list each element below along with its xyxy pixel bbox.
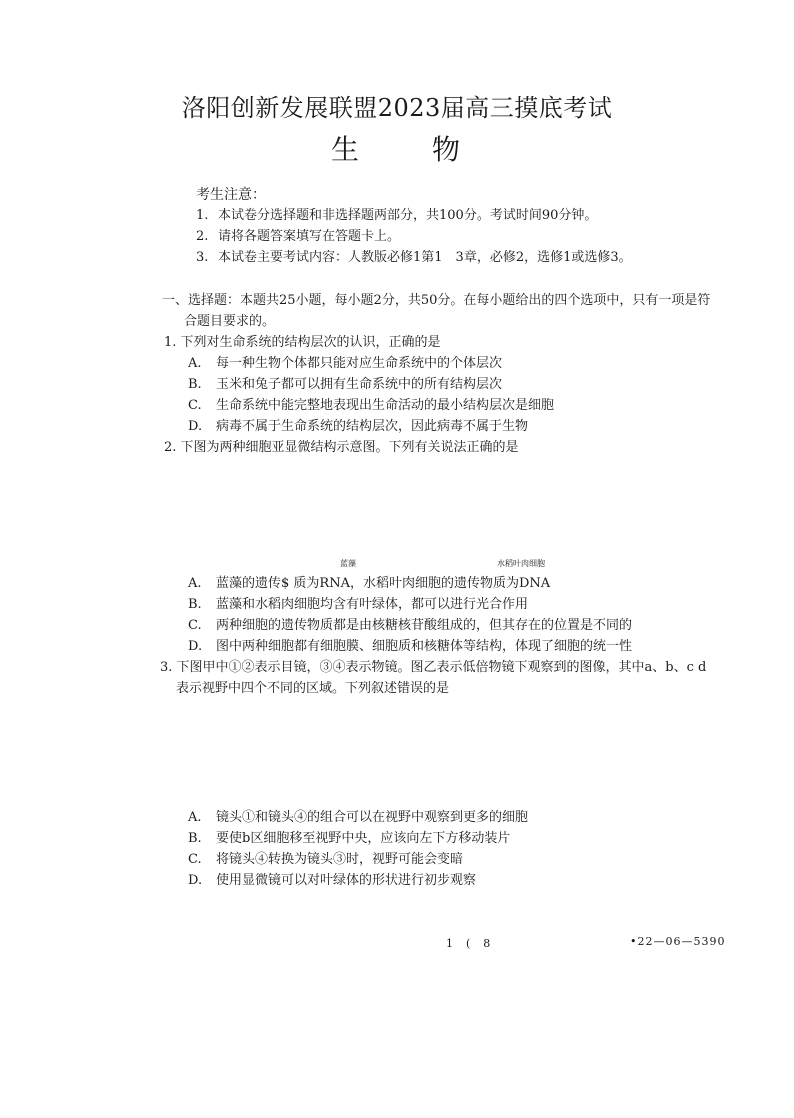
q2-option-d: D. 图中两种细胞都有细胞膜、细胞质和核糖体等结构，体现了细胞的统一性 [188,639,633,654]
q2-option-c: C. 两种细胞的遗传物质都是由核糖核苷酸组成的，但其存在的位置是不同的 [188,618,633,633]
q1-option-a: A. 每一种生物个体都只能对应生命系统中的个体层次 [188,356,503,371]
notice-item: 2. 请将各题答案填写在答题卡上。 [196,229,401,244]
notice-heading: 考生注意： [196,187,266,203]
question-3-stem-cont: 表示视野中四个不同的区域。下列叙述错误的是 [176,681,450,696]
q2-option-a: A. 蓝藻的遗传$ 质为RNA，水稻叶肉细胞的遗传物质为DNA [188,576,551,591]
q1-option-b: B. 玉米和兔子都可以拥有生命系统中的所有结构层次 [188,377,503,392]
question-2-stem: 2. 下图为两种细胞亚显微结构示意图。下列有关说法正确的是 [164,440,519,455]
exam-code: •22—06—5390 [630,935,726,948]
q3-option-c: C. 将镜头④转换为镜头③时，视野可能会变暗 [188,852,464,867]
q2-figure-area [190,462,730,550]
page-number: 1 ( 8 [446,937,492,950]
q1-option-c: C. 生命系统中能完整地表现出生命活动的最小结构层次是细胞 [188,398,555,413]
question-3-stem: 3. 下图甲中①②表示目镜，③④表示物镜。图乙表示低倍物镜下观察到的图像，其中a、b、c d [160,660,707,675]
q3-figure-area [190,702,730,802]
question-1-stem: 1. 下列对生命系统的结构层次的认识，正确的是 [164,335,441,350]
section-instruction: 一、选择题：本题共25小题，每小题2分，共50分。在每小题给出的四个选项中，只有一项是符 [162,293,711,308]
q3-option-d: D. 使用显微镜可以对叶绿体的形状进行初步观察 [188,873,477,888]
subject-char-2: 物 [432,133,464,166]
q3-option-b: B. 要使b区细胞移至视野中央，应该向左下方移动装片 [188,831,511,846]
q2-option-b: B. 蓝藻和水稻肉细胞均含有叶绿体，都可以进行光合作用 [188,597,529,612]
subject-title [0,128,794,168]
section-instruction-cont: 合题目要求的。 [184,314,276,329]
notice-item: 3. 本试卷主要考试内容：人教版必修1第1 3章，必修2，选修1或选修3。 [196,250,632,265]
subject-char-1: 生 [330,133,362,166]
notice-item: 1. 本试卷分选择题和非选择题两部分，共100分。考试时间90分钟。 [196,208,598,223]
q2-figure-label-right: 水稻叶肉细胞 [497,559,545,568]
q3-option-a: A. 镜头①和镜头④的组合可以在视野中观察到更多的细胞 [188,810,529,825]
exam-title: 洛阳创新发展联盟2023届高三摸底考试 [181,94,613,122]
q1-option-d: D. 病毒不属于生命系统的结构层次，因此病毒不属于生物 [188,419,529,434]
q2-figure-label-left: 蓝藻 [340,559,356,568]
